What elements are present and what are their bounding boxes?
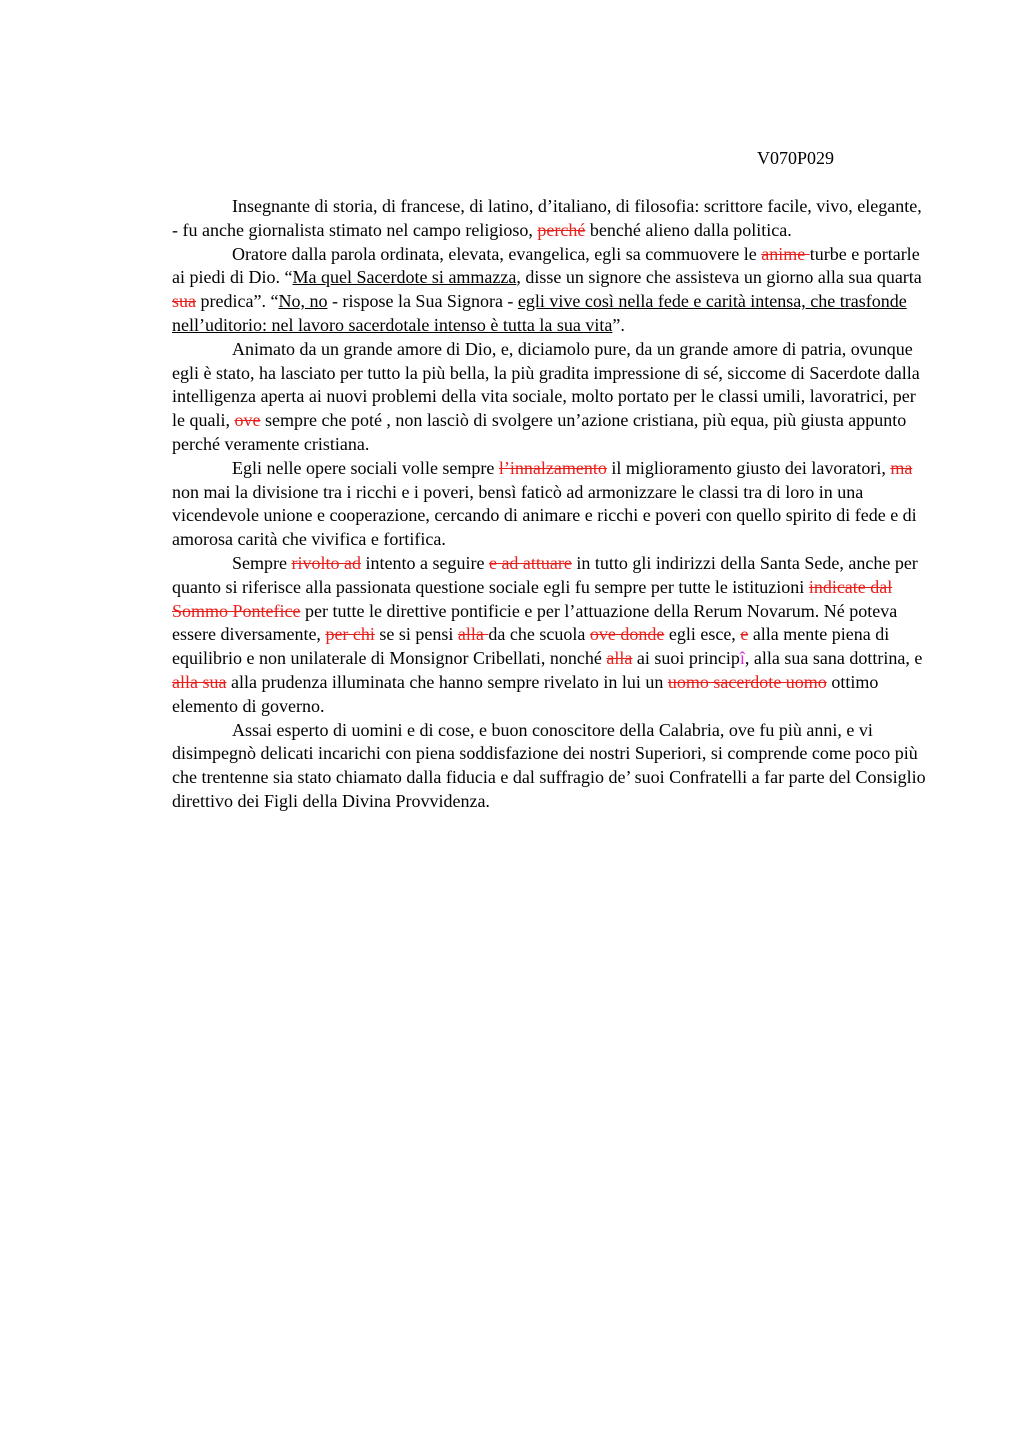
- document-body: [172, 195, 928, 814]
- text-run: Animato da un grande amore di Dio, e, diciamolo pure, da un grande amore di patria, ovunque egli è stato, ha lasciato per tutto la più bella, la più gradita impressione di sé, siccome di Sacerdote dalla intelligenza aperta ai nuovi problemi della vita sociale, molto portato per le classi umili, lavoratrici, per le quali,: [172, 338, 920, 431]
- underlined-text: No, no: [278, 291, 328, 312]
- paragraph-1: [172, 195, 928, 243]
- underlined-text: egli vive così nella fede e carità intensa, che trasfonde nell’uditorio: nel lavoro sacerdotale intenso è tutta la sua vita: [172, 291, 907, 335]
- text-run: benché alieno dalla politica.: [585, 219, 792, 240]
- text-run: predica”. “: [196, 291, 279, 312]
- text-run: Egli nelle opere sociali volle sempre: [232, 457, 499, 478]
- text-run: alla prudenza illuminata che hanno sempre rivelato in lui un: [226, 671, 668, 692]
- text-run: , alla sua sana dottrina, e: [744, 648, 923, 669]
- deleted-text: l’innalzamento: [498, 457, 607, 478]
- paragraph-3: [172, 338, 928, 457]
- deleted-text: alla sua: [172, 671, 227, 692]
- text-run: sempre che poté , non lasciò di svolgere un’azione cristiana, più equa, più giusta appunto perché veramente cristiana.: [172, 410, 907, 454]
- deleted-text: e ad attuare: [488, 552, 572, 573]
- text-run: - rispose la Sua Signora -: [327, 291, 518, 312]
- document-id: V070P029: [757, 148, 835, 168]
- deleted-text: ove: [234, 410, 261, 431]
- text-run: ”.: [612, 314, 625, 335]
- text-run: il miglioramento giusto dei lavoratori,: [606, 457, 891, 478]
- deleted-text: indicate dal Sommo Pontefice: [172, 576, 893, 621]
- text-run: alla mente piena di equilibrio e non unilaterale di Monsignor Cribellati, nonché: [172, 624, 890, 669]
- inserted-accent-text: î: [739, 648, 745, 669]
- deleted-text: ma: [890, 457, 913, 478]
- deleted-text: rivolto ad: [291, 552, 361, 573]
- text-run: turbe e portarle ai piedi di Dio. “: [172, 243, 920, 288]
- text-run: ottimo elemento di governo.: [172, 671, 879, 716]
- text-run: , disse un signore che assisteva un giorno alla sua quarta: [516, 267, 922, 288]
- text-run: intento a seguire: [360, 552, 489, 573]
- text-run: Assai esperto di uomini e di cose, e buon conoscitore della Calabria, ove fu più anni, e vi disimpegnò delicati incarichi con piena soddisfazione dei nostri Superiori, si comprende come poco più che trentenne sia stato chiamato dalla fiducia e dal suffragio de’ suoi Confratelli a far parte del Consiglio direttivo dei Figli della Divina Provvidenza.: [172, 719, 926, 811]
- text-run: in tutto gli indirizzi della Santa Sede, anche per quanto si riferisce alla passionata questione sociale egli fu sempre per tutte le istituzioni: [172, 552, 918, 597]
- text-run: egli esce,: [664, 624, 741, 645]
- deleted-text: alla: [606, 648, 633, 669]
- text-run: Insegnante di storia, di francese, di latino, d’italiano, di filosofia: scrittore facile, vivo, elegante, - fu anche giornalista stimato nel campo religioso,: [172, 196, 922, 240]
- deleted-text: alla: [457, 624, 489, 645]
- deleted-text: ove donde: [589, 624, 665, 645]
- paragraph-2: [172, 243, 928, 338]
- underlined-text: Ma quel Sacerdote si ammazza: [292, 267, 517, 288]
- text-run: non mai la divisione tra i ricchi e i poveri, bensì faticò ad armonizzare le classi tra di loro in una vicendevole unione e cooperazione, cercando di animare e ricchi e poveri con quello spirito di fede e di amorosa carità che vivifica e fortifica.: [172, 481, 917, 550]
- paragraph-6: [172, 719, 928, 814]
- paragraph-5: [172, 552, 928, 719]
- text-run: Sempre: [232, 552, 292, 573]
- deleted-text: sua: [172, 291, 196, 312]
- deleted-text: e: [740, 624, 749, 645]
- text-run: se si pensi: [374, 624, 458, 645]
- deleted-text: perché: [537, 219, 586, 240]
- text-run: per tutte le direttive pontificie e per l’attuazione della Rerum Novarum. Né poteva essere diversamente,: [172, 600, 898, 645]
- text-run: da che scuola: [488, 624, 590, 645]
- deleted-text: uomo sacerdote uomo: [667, 671, 827, 692]
- deleted-text: per chi: [325, 624, 375, 645]
- paragraph-4: [172, 457, 928, 552]
- text-run: Oratore dalla parola ordinata, elevata, evangelica, egli sa commuovere le: [232, 243, 762, 264]
- deleted-text: anime: [761, 243, 810, 264]
- text-run: ai suoi princip: [632, 648, 740, 669]
